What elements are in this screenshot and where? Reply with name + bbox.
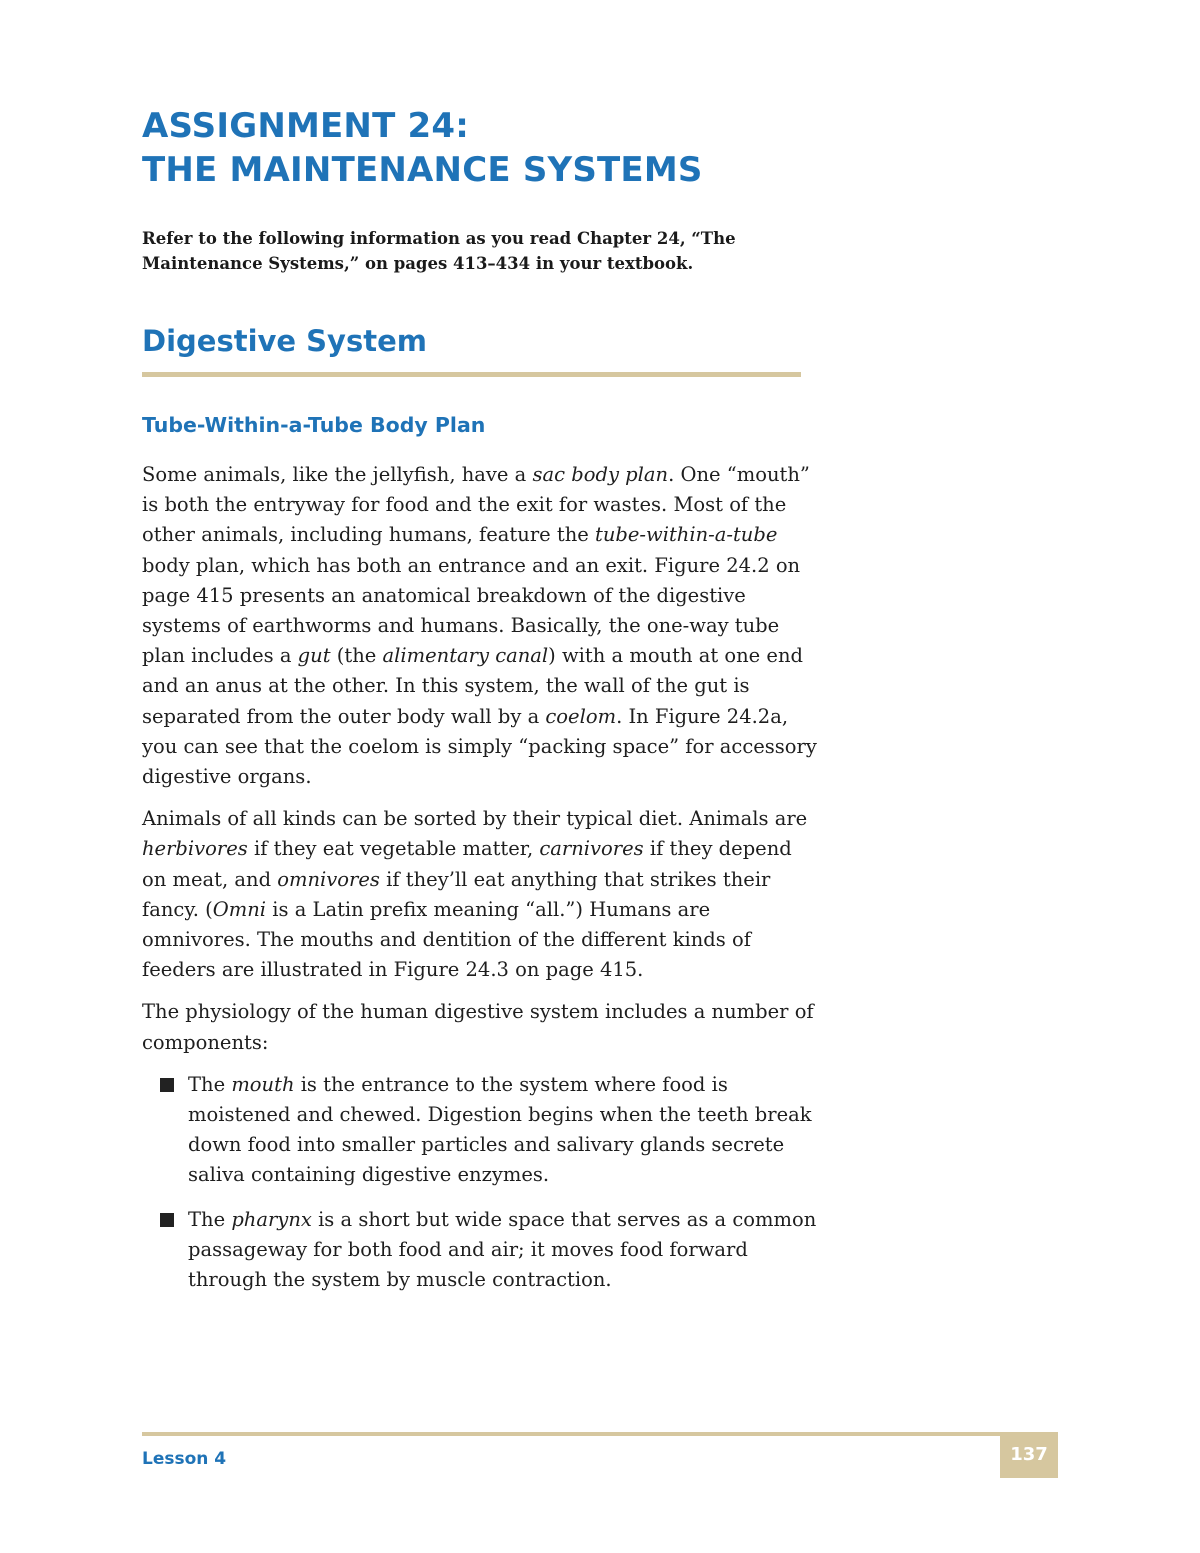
text-run: ) with a mouth at one end and an anus at the other. In this system, the wall of the gut is separated from the outer body wall by a xyxy=(142,644,803,728)
intro-note: Refer to the following information as you read Chapter 24, “The Maintenance Systems,” on pages 413–434 in your textbook. xyxy=(142,229,736,273)
text-run: The xyxy=(188,1072,232,1096)
footer-lesson-label: Lesson 4 xyxy=(142,1449,227,1469)
paragraph-body-plan xyxy=(142,460,822,792)
term-omni: Omni xyxy=(212,897,267,921)
text-run: if they’ll eat anything that strikes their fancy. ( xyxy=(142,867,771,921)
title-line-1: ASSIGNMENT 24: xyxy=(142,106,470,146)
text-run: The xyxy=(188,1207,232,1231)
text-run: is a short but wide space that serves as a common passageway for both food and air; it moves food forward through the system by muscle contraction. xyxy=(188,1207,817,1292)
page-number-badge: 137 xyxy=(1000,1432,1058,1478)
text-run: Some animals, like the jellyfish, have a xyxy=(142,463,533,486)
square-bullet-icon xyxy=(160,1213,174,1227)
term-omnivores: omnivores xyxy=(277,867,380,891)
text-run: . In Figure 24.2a, you can see that the coelom is simply “packing space” for accessory digestive organs. xyxy=(142,704,817,789)
section-heading: Digestive System xyxy=(142,324,427,358)
term-coelom: coelom xyxy=(545,704,617,728)
term-sac-body-plan: sac body plan xyxy=(532,463,669,486)
paragraph-diet xyxy=(142,804,822,985)
term-mouth: mouth xyxy=(231,1072,295,1096)
term-alimentary-canal: alimentary canal xyxy=(382,644,549,668)
text-run: is a Latin prefix meaning “all.”) Humans are omnivores. The mouths and dentition of the different kinds of feeders are illustrated in Figure 24.3 on page 415. xyxy=(142,897,751,982)
term-gut: gut xyxy=(297,644,331,668)
term-carnivores: carnivores xyxy=(539,837,644,861)
list-item xyxy=(142,1205,822,1296)
text-run: if they depend on meat, and xyxy=(142,837,792,891)
footer-divider xyxy=(142,1432,1000,1436)
term-tube-within-a-tube: tube-within-a-tube xyxy=(595,523,778,547)
text-run: body plan, which has both an entrance and an exit. Figure 24.2 on page 415 presents an anatomical breakdown of the digestive systems of earthworms and humans. Basically, the one-way tube plan includes a xyxy=(142,553,801,668)
text-run: . One “mouth” is both the entryway for food and the exit for wastes. Most of the other animals, including humans, feature the xyxy=(142,463,810,547)
term-herbivores: herbivores xyxy=(142,837,248,861)
components-list xyxy=(142,1070,822,1295)
title-line-2: THE MAINTENANCE SYSTEMS xyxy=(142,150,703,190)
square-bullet-icon xyxy=(160,1078,174,1092)
paragraph-physiology: The physiology of the human digestive system includes a number of components: xyxy=(142,1000,814,1054)
section-divider xyxy=(142,372,801,377)
page-title xyxy=(142,104,703,192)
subsection-heading: Tube-Within-a-Tube Body Plan xyxy=(142,413,486,437)
text-run: if they eat vegetable matter, xyxy=(247,837,540,861)
body-content xyxy=(142,460,822,1309)
text-run: Animals of all kinds can be sorted by their typical diet. Animals are xyxy=(142,807,808,831)
list-item xyxy=(142,1070,822,1191)
text-run: (the xyxy=(330,644,383,668)
text-run: is the entrance to the system where food is moistened and chewed. Digestion begins when the teeth break down food into smaller particles and salivary glands secrete saliva containing digestive enzymes. xyxy=(188,1072,812,1187)
term-pharynx: pharynx xyxy=(231,1207,312,1231)
